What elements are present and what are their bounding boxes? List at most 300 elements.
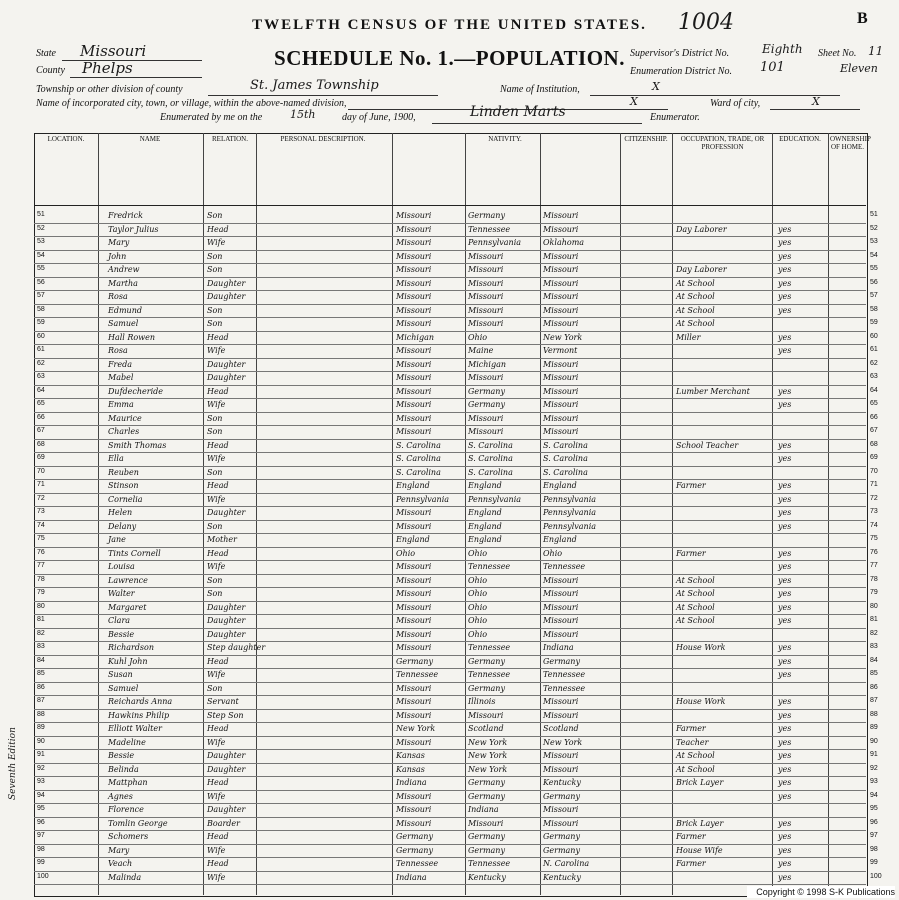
state-label: State (36, 48, 56, 59)
row-rule (34, 871, 866, 872)
row-name: Walter (108, 589, 135, 598)
row-n: 95 (37, 805, 45, 812)
enumeration-value: 101 (760, 60, 785, 75)
row-rule (34, 614, 866, 615)
row-mother: New York (543, 332, 583, 342)
row-father: Tennessee (468, 670, 511, 679)
row-edu: yes (778, 710, 792, 720)
row-n: 55 (37, 265, 45, 272)
row-rule (34, 668, 866, 669)
row-rule (34, 304, 866, 305)
row-number-right: 93 (870, 778, 878, 785)
row-rule (34, 466, 866, 467)
row-birth: Missouri (396, 305, 432, 315)
row-birth: Missouri (396, 508, 432, 517)
row-mother: Vermont (543, 346, 578, 355)
row-birth: Missouri (396, 737, 432, 747)
row-rule (34, 425, 866, 426)
row-n: 52 (37, 224, 45, 232)
row-rel: Head (207, 832, 229, 841)
row-rule (34, 803, 866, 804)
row-mother: Missouri (543, 805, 579, 814)
row-number-right: 92 (870, 764, 878, 772)
row-rel: Son (207, 265, 223, 274)
row-n: 91 (37, 751, 45, 758)
row-rel: Wife (207, 791, 226, 801)
row-edu: yes (778, 265, 792, 274)
row-n: 100 (37, 872, 49, 880)
row-number-right: 100 (870, 872, 882, 880)
row-edu: yes (778, 845, 792, 855)
row-n: 80 (37, 602, 45, 610)
col-group-occupation: OCCUPATION, TRADE, OR PROFESSION (680, 135, 765, 151)
row-n: 61 (37, 346, 45, 353)
row-mother: S. Carolina (543, 467, 588, 477)
row-rel: Daughter (207, 602, 246, 612)
row-n: 94 (37, 791, 45, 799)
row-father: Germany (468, 211, 505, 220)
row-rule (34, 776, 866, 777)
county-value: Phelps (82, 59, 133, 77)
row-name: Hawkins Philip (108, 710, 170, 720)
row-rel: Son (207, 575, 223, 585)
row-n: 89 (37, 724, 45, 731)
row-rule (34, 263, 866, 264)
row-n: 77 (37, 562, 45, 569)
row-mother: Tennessee (543, 670, 586, 679)
row-rel: Head (207, 481, 229, 490)
row-rel: Wife (207, 845, 226, 855)
row-father: New York (468, 751, 508, 760)
row-name: Martha (108, 278, 138, 288)
row-number-right: 96 (870, 818, 878, 826)
row-rule (34, 506, 866, 507)
row-father: Ohio (468, 629, 488, 639)
row-n: 70 (37, 467, 45, 475)
row-name: Taylor Julius (108, 224, 159, 234)
sheet-value-words: Eleven (840, 62, 878, 75)
row-number-right: 80 (870, 602, 878, 610)
row-birth: Missouri (396, 643, 432, 652)
supervisor-label: Supervisor's District No. (630, 48, 730, 59)
row-number-right: 72 (870, 494, 878, 502)
row-name: Cornelia (108, 494, 143, 504)
row-name: Jane (108, 535, 126, 544)
row-occ: House Work (676, 697, 726, 706)
row-father: Tennessee (468, 859, 511, 868)
row-rule (34, 736, 866, 737)
row-birth: Missouri (396, 562, 432, 571)
row-number-right: 55 (870, 265, 878, 272)
row-name: Emma (108, 400, 134, 409)
row-father: Tennessee (468, 643, 511, 652)
col-group-ownership: OWNERSHIP OF HOME. (830, 135, 871, 151)
row-father: England (468, 481, 502, 490)
row-number-right: 76 (870, 548, 878, 556)
row-edu: yes (778, 656, 792, 666)
row-rel: Son (207, 521, 223, 531)
row-n: 71 (37, 481, 45, 488)
row-edu: yes (778, 697, 792, 706)
row-edu: yes (778, 521, 792, 531)
row-birth: Germany (396, 832, 433, 841)
row-number-right: 83 (870, 643, 878, 650)
row-number-right: 89 (870, 724, 878, 731)
row-number-right: 82 (870, 629, 878, 637)
row-birth: S. Carolina (396, 440, 441, 450)
row-father: Pennsylvania (468, 238, 522, 247)
row-edu: yes (778, 751, 792, 760)
row-mother: Missouri (543, 265, 579, 274)
row-mother: S. Carolina (543, 454, 588, 463)
row-mother: Missouri (543, 211, 579, 220)
row-n: 78 (37, 575, 45, 583)
row-mother: Missouri (543, 251, 579, 261)
row-occ: At School (676, 319, 715, 328)
row-rel: Head (207, 440, 229, 450)
row-occ: At School (676, 616, 715, 625)
row-father: Missouri (468, 292, 504, 301)
row-name: Smith Thomas (108, 440, 167, 450)
row-number-right: 84 (870, 656, 878, 664)
row-name: Samuel (108, 319, 139, 328)
row-father: Germany (468, 656, 505, 666)
row-rule (34, 574, 866, 575)
row-edu: yes (778, 494, 792, 504)
row-n: 84 (37, 656, 45, 664)
row-edu: yes (778, 575, 792, 585)
row-rule (34, 641, 866, 642)
row-rule (34, 560, 866, 561)
row-birth: Missouri (396, 319, 432, 328)
row-number-right: 94 (870, 791, 878, 799)
row-edu: yes (778, 670, 792, 679)
row-father: Indiana (468, 805, 499, 814)
row-n: 62 (37, 359, 45, 367)
row-rule (34, 857, 866, 858)
row-occ: Lumber Merchant (676, 386, 750, 396)
row-name: Helen (108, 508, 133, 517)
enumeration-label: Enumeration District No. (630, 66, 732, 77)
enumerated-label-a: Enumerated by me on the (160, 112, 263, 123)
row-number-right: 85 (870, 670, 878, 677)
township-value: St. James Township (250, 78, 379, 93)
row-edu: yes (778, 386, 792, 396)
row-number-right: 74 (870, 521, 878, 529)
row-father: S. Carolina (468, 454, 513, 463)
row-n: 58 (37, 305, 45, 313)
row-name: Andrew (108, 265, 140, 274)
row-name: Delany (108, 521, 137, 531)
row-name: Mary (108, 845, 130, 855)
row-father: Germany (468, 832, 505, 841)
row-rel: Daughter (207, 616, 246, 625)
row-rel: Head (207, 656, 229, 666)
row-name: Tomlin George (108, 818, 168, 828)
row-birth: Missouri (396, 791, 432, 801)
row-mother: Missouri (543, 629, 579, 639)
row-occ: At School (676, 764, 715, 774)
row-mother: Missouri (543, 818, 579, 828)
row-rel: Wife (207, 454, 226, 463)
row-mother: Missouri (543, 589, 579, 598)
row-father: Germany (468, 778, 505, 787)
col-group-name: NAME (139, 135, 161, 143)
row-rel: Daughter (207, 629, 246, 639)
row-name: Elliott Walter (108, 724, 162, 733)
row-rel: Step Son (207, 710, 244, 720)
row-number-right: 65 (870, 400, 878, 407)
row-rel: Servant (207, 697, 239, 706)
row-n: 72 (37, 494, 45, 502)
row-rel: Wife (207, 346, 226, 355)
row-n: 73 (37, 508, 45, 515)
row-birth: Missouri (396, 629, 432, 639)
row-birth: Missouri (396, 427, 432, 436)
row-rule (34, 601, 866, 602)
row-occ: Day Laborer (676, 224, 727, 234)
row-rule (34, 493, 866, 494)
row-occ: At School (676, 751, 715, 760)
row-birth: Missouri (396, 386, 432, 396)
row-mother: Missouri (543, 319, 579, 328)
row-number-right: 98 (870, 845, 878, 853)
row-name: Madeline (108, 737, 146, 747)
row-mother: Indiana (543, 643, 574, 652)
row-birth: Michigan (396, 332, 434, 342)
incorporated-label: Name of incorporated city, town, or village, within the above-named division, (36, 98, 347, 109)
row-name: Louisa (108, 562, 135, 571)
row-number-right: 99 (870, 859, 878, 866)
row-father: S. Carolina (468, 440, 513, 450)
row-number-right: 78 (870, 575, 878, 583)
row-n: 69 (37, 454, 45, 461)
row-rel: Daughter (207, 359, 246, 369)
row-occ: Brick Layer (676, 818, 724, 828)
row-father: New York (468, 764, 508, 774)
row-rel: Daughter (207, 292, 246, 301)
row-occ: House Work (676, 643, 726, 652)
row-occ: At School (676, 575, 715, 585)
row-number-right: 51 (870, 211, 878, 218)
row-name: Reichards Anna (108, 697, 173, 706)
row-name: Susan (108, 670, 133, 679)
row-edu: yes (778, 643, 792, 652)
row-n: 86 (37, 683, 45, 691)
row-n: 60 (37, 332, 45, 340)
row-rel: Wife (207, 562, 226, 571)
row-number-right: 57 (870, 292, 878, 299)
ward-label: Ward of city, (710, 98, 761, 109)
row-number-right: 62 (870, 359, 878, 367)
row-number-right: 58 (870, 305, 878, 313)
row-father: Tennessee (468, 224, 511, 234)
row-name: Florence (108, 805, 144, 814)
row-rule (34, 452, 866, 453)
row-rel: Daughter (207, 764, 246, 774)
row-name: Stinson (108, 481, 139, 490)
row-mother: Ohio (543, 548, 563, 558)
row-n: 81 (37, 616, 45, 623)
row-number-right: 79 (870, 589, 878, 596)
row-mother: Oklahoma (543, 238, 585, 247)
row-rule (34, 223, 866, 224)
row-mother: Pennsylvania (543, 521, 597, 531)
row-edu: yes (778, 602, 792, 612)
ward-x: X (812, 95, 820, 108)
row-father: Illinois (468, 697, 496, 706)
col-group-location: LOCATION. (47, 135, 85, 143)
col-group-nativity: NATIVITY. (488, 135, 522, 143)
row-name: Margaret (108, 602, 147, 612)
row-name: Bessie (108, 629, 135, 639)
row-occ: At School (676, 589, 715, 598)
row-rel: Son (207, 305, 223, 315)
row-birth: Missouri (396, 373, 432, 382)
row-father: England (468, 521, 502, 531)
row-rule (34, 317, 866, 318)
row-father: Missouri (468, 251, 504, 261)
row-birth: Missouri (396, 602, 432, 612)
sheet-value: 11 (868, 44, 884, 58)
row-birth: Missouri (396, 292, 432, 301)
row-rel: Head (207, 332, 229, 342)
row-father: Scotland (468, 724, 504, 733)
institution-x: X (652, 80, 660, 93)
row-father: Ohio (468, 575, 488, 585)
row-number-right: 90 (870, 737, 878, 745)
row-name: Kuhl John (108, 656, 148, 666)
row-mother: Missouri (543, 305, 579, 315)
row-birth: Pennsylvania (396, 494, 450, 504)
row-edu: yes (778, 832, 792, 841)
row-number-right: 88 (870, 710, 878, 718)
row-edu: yes (778, 400, 792, 409)
row-father: Michigan (468, 359, 506, 369)
row-name: Maurice (108, 413, 142, 423)
row-birth: Missouri (396, 818, 432, 828)
row-mother: Germany (543, 791, 580, 801)
enumerator-label: Enumerator. (650, 112, 700, 123)
row-name: Lawrence (108, 575, 148, 585)
row-mother: S. Carolina (543, 440, 588, 450)
row-mother: Kentucky (543, 872, 581, 882)
row-rel: Son (207, 251, 223, 261)
row-number-right: 77 (870, 562, 878, 569)
row-rel: Step daughter (207, 643, 266, 652)
row-birth: Missouri (396, 710, 432, 720)
row-n: 59 (37, 319, 45, 326)
row-rel: Head (207, 548, 229, 558)
row-father: Germany (468, 683, 505, 693)
row-rel: Head (207, 724, 229, 733)
row-number-right: 54 (870, 251, 878, 259)
row-edu: yes (778, 251, 792, 261)
row-edu: yes (778, 724, 792, 733)
row-n: 76 (37, 548, 45, 556)
row-edu: yes (778, 332, 792, 342)
row-occ: Farmer (676, 859, 706, 868)
population-table (34, 133, 871, 897)
row-rule (34, 749, 866, 750)
row-occ: Farmer (676, 548, 706, 558)
row-number-right: 91 (870, 751, 878, 758)
row-mother: Missouri (543, 697, 579, 706)
row-birth: Missouri (396, 413, 432, 423)
row-rel: Wife (207, 400, 226, 409)
row-n: 53 (37, 238, 45, 245)
row-name: Clara (108, 616, 131, 625)
row-rule (34, 884, 866, 885)
row-father: England (468, 508, 502, 517)
row-father: Maine (468, 346, 494, 355)
row-name: Veach (108, 859, 133, 868)
row-rel: Daughter (207, 373, 246, 382)
row-mother: Missouri (543, 710, 579, 720)
row-mother: England (543, 481, 577, 490)
row-rel: Wife (207, 872, 226, 882)
county-label: County (36, 65, 65, 76)
row-birth: S. Carolina (396, 454, 441, 463)
enumerator-name: Linden Marts (470, 104, 566, 120)
row-edu: yes (778, 872, 792, 882)
row-rule (34, 277, 866, 278)
row-name: Malinda (108, 872, 142, 882)
row-rel: Wife (207, 670, 226, 679)
row-number-right: 68 (870, 440, 878, 448)
row-mother: Germany (543, 656, 580, 666)
row-rel: Son (207, 211, 223, 220)
row-birth: Germany (396, 845, 433, 855)
row-father: Tennessee (468, 562, 511, 571)
row-edu: yes (778, 454, 792, 463)
col-group-education: EDUCATION. (779, 135, 821, 143)
row-rel: Son (207, 319, 223, 328)
row-n: 88 (37, 710, 45, 718)
row-rule (34, 344, 866, 345)
row-father: S. Carolina (468, 467, 513, 477)
row-rule (34, 385, 866, 386)
row-mother: Germany (543, 832, 580, 841)
row-n: 82 (37, 629, 45, 637)
row-number-right: 97 (870, 832, 878, 839)
row-mother: Kentucky (543, 778, 581, 787)
row-name: Rosa (108, 346, 128, 355)
row-birth: Kansas (396, 764, 425, 774)
row-rule (34, 479, 866, 480)
row-birth: Missouri (396, 278, 432, 288)
row-name: Mattphan (108, 778, 148, 787)
row-birth: Missouri (396, 251, 432, 261)
row-mother: Missouri (543, 751, 579, 760)
row-rule (34, 236, 866, 237)
row-rel: Daughter (207, 508, 246, 517)
row-name: Edmund (108, 305, 142, 315)
row-rel: Wife (207, 494, 226, 504)
row-rule (34, 790, 866, 791)
row-rel: Mother (207, 535, 237, 544)
row-birth: Missouri (396, 589, 432, 598)
row-father: New York (468, 737, 508, 747)
row-birth: Missouri (396, 265, 432, 274)
row-n: 66 (37, 413, 45, 421)
row-rule (34, 655, 866, 656)
row-rule (34, 722, 866, 723)
row-birth: England (396, 535, 430, 544)
row-mother: England (543, 535, 577, 544)
row-occ: At School (676, 292, 715, 301)
row-edu: yes (778, 238, 792, 247)
